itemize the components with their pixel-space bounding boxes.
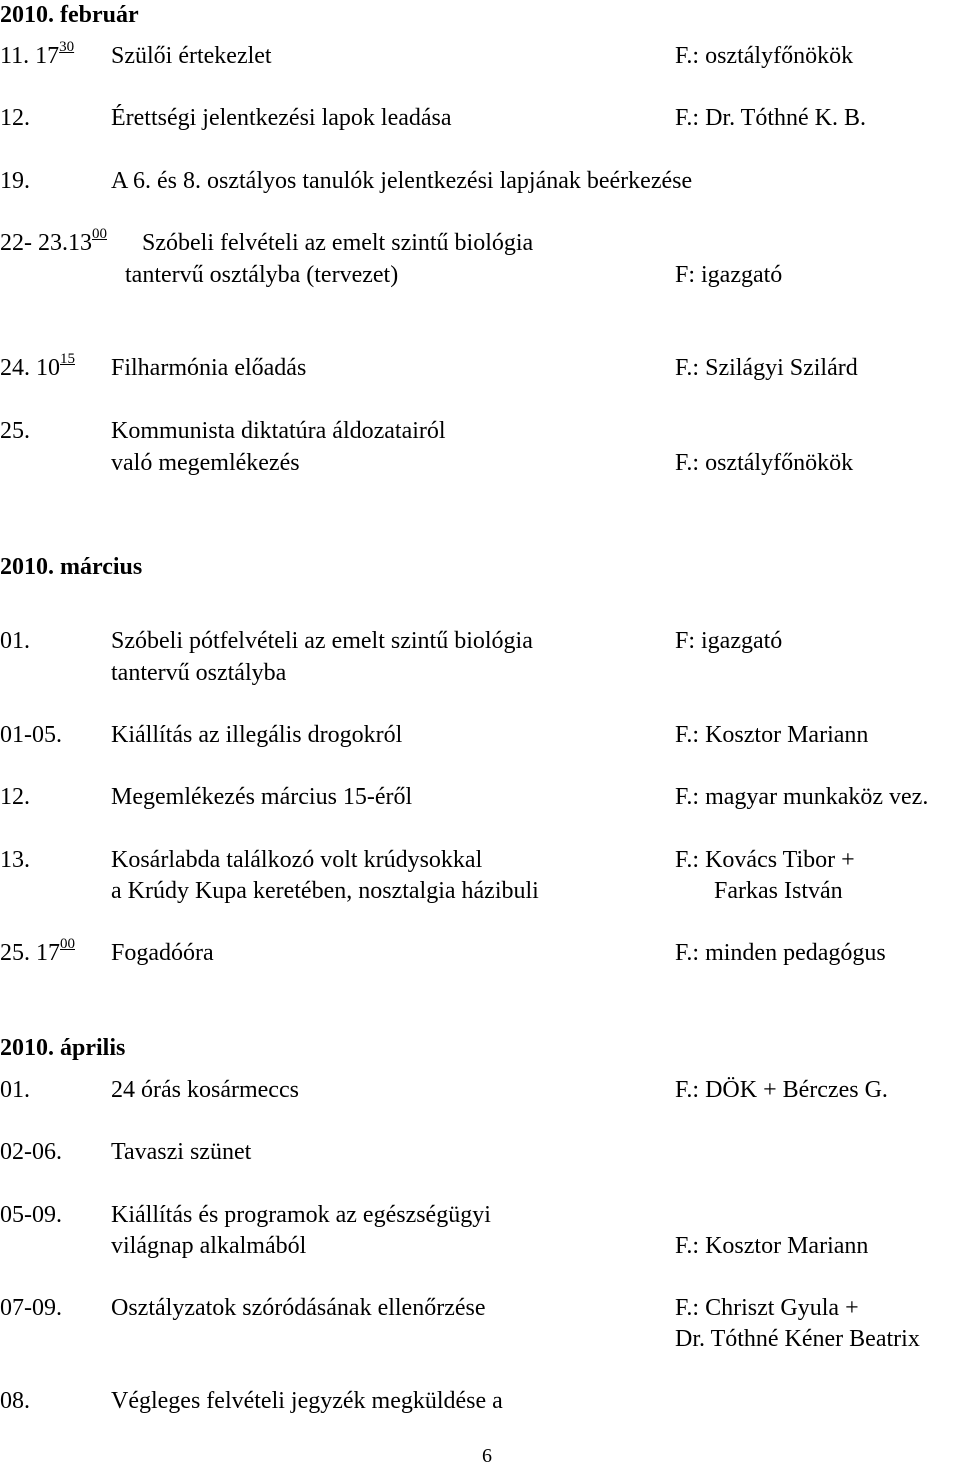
row-date-text: 24. 10 bbox=[0, 355, 60, 381]
page-number: 6 bbox=[482, 1445, 492, 1467]
row-event-continued: tantervű osztályba (tervezet) bbox=[125, 262, 399, 288]
section-heading: 2010. február bbox=[0, 2, 139, 28]
row-responsible: F.: Kosztor Mariann bbox=[675, 722, 869, 748]
row-event: Szóbeli felvételi az emelt szintű biológia bbox=[142, 230, 534, 256]
row-responsible: F.: Dr. Tóthné K. B. bbox=[675, 105, 866, 131]
row-responsible: F.: magyar munkaköz vez. bbox=[675, 784, 929, 810]
row-responsible: F.: Kosztor Mariann bbox=[675, 1233, 869, 1259]
row-responsible: F.: Szilágyi Szilárd bbox=[675, 355, 858, 381]
row-date-text: 25. 17 bbox=[0, 940, 60, 966]
row-date: 12. bbox=[0, 784, 30, 810]
row-event: Megemlékezés március 15-éről bbox=[111, 784, 413, 810]
row-date: 25. bbox=[0, 418, 30, 444]
row-date: 08. bbox=[0, 1388, 30, 1414]
row-event-continued: világnap alkalmából bbox=[111, 1233, 307, 1259]
row-date bbox=[0, 226, 107, 256]
row-time-superscript: 00 bbox=[92, 226, 107, 242]
row-time-superscript: 30 bbox=[59, 39, 75, 55]
row-event: Filharmónia előadás bbox=[111, 355, 307, 381]
row-responsible-continued: Dr. Tóthné Kéner Beatrix bbox=[675, 1326, 920, 1352]
row-date: 12. bbox=[0, 105, 30, 131]
row-date-text: 22- 23.13 bbox=[0, 230, 92, 256]
row-date: 01-05. bbox=[0, 722, 62, 748]
row-event: Érettségi jelentkezési lapok leadása bbox=[111, 105, 452, 131]
row-responsible: F.: Kovács Tibor + bbox=[675, 847, 855, 873]
row-date bbox=[0, 351, 75, 381]
row-responsible: F.: DÖK + Bérczes G. bbox=[675, 1077, 888, 1103]
row-event: Szóbeli pótfelvételi az emelt szintű biológia bbox=[111, 628, 533, 654]
row-event: Fogadóóra bbox=[111, 940, 214, 966]
row-date-text: 11. 17 bbox=[0, 43, 60, 69]
row-event: Kosárlabda találkozó volt krúdysokkal bbox=[111, 847, 483, 873]
row-responsible: F: igazgató bbox=[675, 262, 783, 288]
row-event-continued: tantervű osztályba bbox=[111, 660, 287, 686]
row-date: 13. bbox=[0, 847, 30, 873]
row-date: 05-09. bbox=[0, 1202, 62, 1228]
row-responsible: F.: minden pedagógus bbox=[675, 940, 886, 966]
row-responsible: F: igazgató bbox=[675, 628, 783, 654]
row-event: 24 órás kosármeccs bbox=[111, 1077, 299, 1103]
row-event-continued: a Krúdy Kupa keretében, nosztalgia házibuli bbox=[111, 878, 539, 904]
row-event: Kommunista diktatúra áldozatairól bbox=[111, 418, 446, 444]
row-event: Szülői értekezlet bbox=[111, 43, 272, 69]
row-date: 01. bbox=[0, 1077, 30, 1103]
row-date bbox=[0, 39, 75, 69]
row-date bbox=[0, 936, 75, 966]
row-time-superscript: 15 bbox=[60, 351, 75, 367]
row-event: Osztályzatok szóródásának ellenőrzése bbox=[111, 1295, 486, 1321]
section-heading: 2010. március bbox=[0, 554, 143, 580]
row-responsible: F.: osztályfőnökök bbox=[675, 43, 854, 69]
row-responsible: F.: osztályfőnökök bbox=[675, 450, 854, 476]
row-time-superscript: 00 bbox=[60, 936, 75, 952]
row-date: 01. bbox=[0, 628, 30, 654]
row-event: Tavaszi szünet bbox=[111, 1139, 252, 1165]
row-responsible: F.: Chriszt Gyula + bbox=[675, 1295, 859, 1321]
row-event: A 6. és 8. osztályos tanulók jelentkezési lapjának beérkezése bbox=[111, 168, 693, 194]
row-event: Kiállítás az illegális drogokról bbox=[111, 722, 403, 748]
row-date: 19. bbox=[0, 168, 30, 194]
row-responsible-continued: Farkas István bbox=[714, 878, 843, 904]
row-event-continued: való megemlékezés bbox=[111, 450, 300, 476]
row-date: 02-06. bbox=[0, 1139, 62, 1165]
section-heading: 2010. április bbox=[0, 1035, 126, 1061]
row-event: Kiállítás és programok az egészségügyi bbox=[111, 1202, 491, 1228]
row-event: Végleges felvételi jegyzék megküldése a bbox=[111, 1388, 503, 1414]
row-date: 07-09. bbox=[0, 1295, 62, 1321]
